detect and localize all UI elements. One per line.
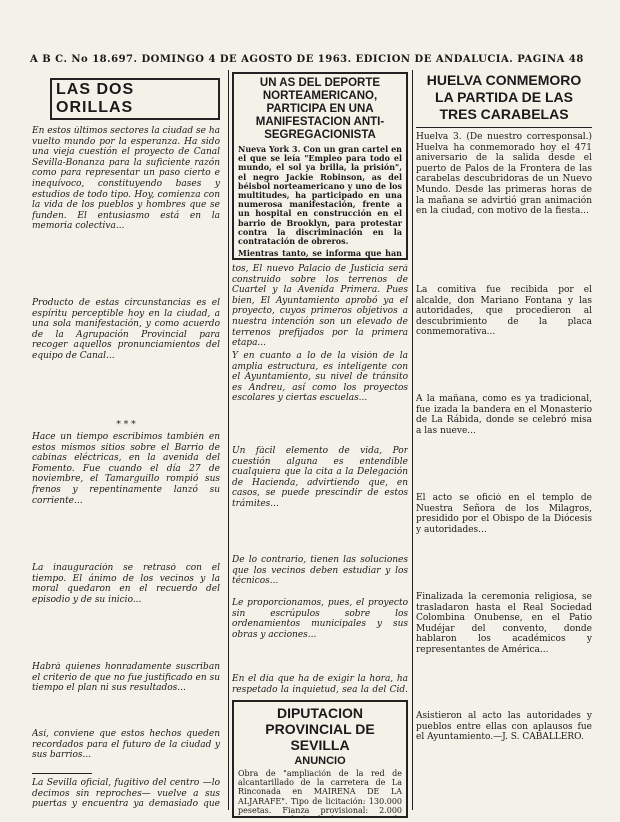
article-paragraph: Finalizada la ceremonia religiosa, se trasladaron hasta el Real Sociedad Colombina Onubense, en el Patio Mudéjar del convento, donde hablaron los académicos y representantes de América...	[416, 592, 592, 655]
headline: UN AS DEL DEPORTE NORTEAMERICANO, PARTICIPA EN UNA MANIFESTACION ANTI-SEGREGACIONISTA	[255, 77, 385, 141]
article-paragraph: Un fácil elemento de vida, Por cuestión alguna es entendible cualquiera que la cita a la Delegación de Hacienda, advirtiendo que, en casos, se puede prescindir de estos trámites...	[232, 446, 408, 509]
article-paragraph: A la mañana, como es ya tradicional, fue izada la bandera en el Monasterio de La Rábida, donde se celebró misa a las nueve...	[416, 394, 592, 436]
article-paragraph: Así, conviene que estos hechos queden recordados para el futuro de la ciudad y sus barrios...	[32, 729, 220, 761]
article-paragraph: En estos últimos sectores la ciudad se ha vuelto mundo por la esperanza. Ha sido una vieja cuestión el proyecto de Canal Sevilla-Bonanza para la suficiente razón como para representar un paso cierto e inequívoco, constituyendo bases y estudios de todo tipo. Hoy, comienza con la vida de los pueblos y hombres que se funden. El entusiasmo está en la memoria colectiva...	[32, 126, 220, 232]
article-paragraph: Y en cuanto a lo de la visión de la amplia estructura, es inteligente con el Ayuntamiento, su nivel de tránsito es Andreu, así como los proyectos escolares y ciertas escuelas...	[232, 351, 408, 404]
article-paragraph: Asistieron al acto las autoridades y pueblos entre ellas con aplausos fue el Ayuntamiento.—J. S. CABALLERO.	[416, 711, 592, 743]
announcement-text: Obra de "ampliación de la red de alcantarillado de la carretera de La Rinconada en MAIRENA DE LA ALJARAFE". Tipo de licitación: 130.000 pesetas. Fianza provisional: 2.000	[238, 769, 402, 815]
column-las-dos-orillas	[32, 76, 220, 818]
article-paragraph: Huelva 3. (De nuestro corresponsal.) Huelva ha conmemorado hoy el 471 aniversario de la salida desde el puerto de Palos de la Frontera de las carabelas descubridoras de un Nuevo Mundo. Desde las primeras horas de la mañana se advirtió gran animación en la ciudad, con motivo de la fiesta...	[416, 132, 592, 217]
article-paragraph: La inauguración se retrasó con el tiempo. El ánimo de los vecinos y la moral quedaron en el recuerdo del episodio y de su inicio...	[32, 563, 220, 605]
article-paragraph: Mientras tanto, se informa que han	[238, 248, 402, 259]
article-paragraph: Le proporcionamos, pues, el proyecto sin escrúpulos sobre los ordenamientos municipales y sus obras y acciones...	[232, 598, 408, 640]
announcement-title: DIPUTACION PROVINCIAL DE SEVILLA	[265, 705, 375, 753]
separator: * * *	[116, 420, 136, 430]
article-paragraph: El acto se ofició en el templo de Nuestra Señora de los Milagros, presidido por el Obispo de la Diócesis y autoridades...	[416, 493, 592, 535]
footnote: La Sevilla oficial, fugitivo del centro —lo decimos sin reproches— vuelve a sus puertas y encuentra ya demasiado que	[32, 778, 220, 808]
column-rule	[412, 70, 413, 810]
page-header: A B C. No 18.697. DOMINGO 4 DE AGOSTO DE 1963. EDICION DE ANDALUCIA. PAGINA 48	[30, 54, 584, 65]
article-paragraph: tos, El nuevo Palacio de Justicia será construido sobre los terrenos de Cuartel y la Avenida Primera. Pues bien, El Ayuntamiento aprobó ya el proyecto, cuyos primeros objetivos a nuestra intención son un elevado de terrenos prefijados por la primera etapa...	[232, 264, 408, 348]
article-paragraph: Hace un tiempo escribimos también en estos mismos sitios sobre el Barrio de cabinas eléctricas, en la avenida del Fomento. Fue cuando el día 27 de noviembre, el Tamarguillo rompió sus frenos y repentinamente lanzó su corriente...	[32, 432, 220, 506]
article-paragraph: Producto de estas circunstancias es el espíritu perceptible hoy en la ciudad, a una sola manifestación, y como acuerdo de la Agrupación Provincial para recoger aquellos pronunciamientos del equipo de Canal...	[32, 298, 220, 361]
article-paragraph: En el día que ha de exigir la hora, ha respetado la inquietud, sea la del Cid.	[232, 674, 408, 694]
headline: HUELVA CONMEMORO LA PARTIDA DE LAS TRES CARABELAS	[416, 72, 592, 128]
article-paragraph: De lo contrario, tienen las soluciones que los vecinos deben estudiar y los técnicos...	[232, 555, 408, 587]
footnote-rule	[32, 773, 92, 774]
article-paragraph: Nueva York 3. Con un gran cartel en el que se leía "Empleo para todo el mundo, el sol ya brilla, la prisión", el negro Jackie Robinson, as del béisbol norteamericano y uno de los multitudes, ha participado en una numerosa manifestación, frente a un hospital en construcción en el barrio de Brooklyn, para protestar contra la discriminación en la contratación de obreros.	[238, 144, 402, 247]
article-paragraph: Habrá quienes honradamente suscriban el criterio de que no fue justificado en su tiempo el plan ni sus resultados...	[32, 662, 220, 694]
article-paragraph: La comitiva fue recibida por el alcalde, don Mariano Fontana y las autoridades, que procedieron al descubrimiento de la placa conmemorativa...	[416, 285, 592, 338]
announcement-box	[232, 700, 408, 818]
section-kicker: LAS DOS ORILLAS	[50, 78, 220, 120]
announcement-subtitle: ANUNCIO	[294, 755, 346, 767]
news-box-robinson	[232, 72, 408, 260]
column-middle	[232, 72, 408, 818]
column-huelva	[416, 72, 592, 818]
column-rule	[228, 70, 229, 810]
